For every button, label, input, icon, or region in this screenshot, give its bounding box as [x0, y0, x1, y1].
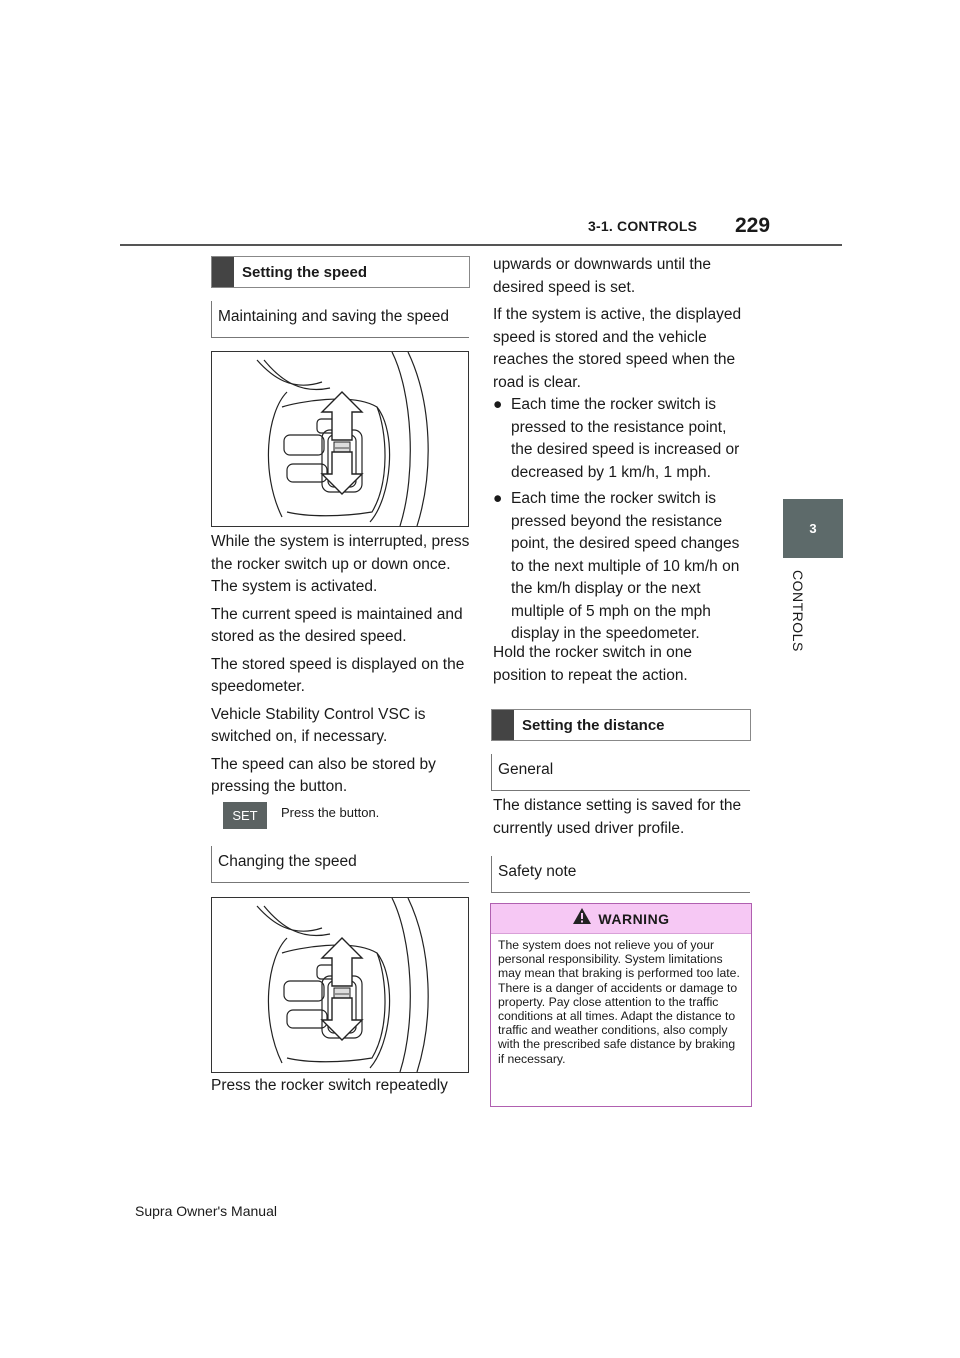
footer-manual-title: Supra Owner's Manual — [135, 1203, 277, 1219]
heading-text: Setting the speed — [242, 263, 368, 281]
body-text-repeat — [211, 1075, 473, 1103]
warning-triangle-icon — [572, 907, 592, 930]
subheading-maintaining — [211, 301, 469, 338]
subheading-text: Maintaining and saving the speed — [218, 308, 449, 325]
header-divider — [120, 244, 842, 246]
paragraph: Press the rocker switch repeatedly — [211, 1077, 448, 1094]
set-button-caption: Press the button. — [281, 805, 380, 820]
subheading-text: Changing the speed — [218, 853, 357, 870]
paragraph: Hold the rocker switch in one position to repeat the action. — [493, 644, 693, 684]
section-title: 3-1. CONTROLS — [588, 218, 698, 234]
paragraph: While the system is interrupted, press the rocker switch up or down once. The system is activated. — [211, 533, 470, 595]
subheading-changing — [211, 846, 469, 883]
paragraph: upwards or downwards until the desired speed is set. — [493, 256, 711, 296]
paragraph: If the system is active, the displayed speed is stored and the vehicle reaches the stored speed when the road is clear. — [493, 306, 742, 391]
subheading-text: Safety note — [498, 863, 577, 880]
body-text-distance — [493, 795, 749, 845]
section-heading-setting-distance — [491, 709, 751, 741]
set-button-label: SET — [232, 808, 258, 823]
steering-wheel-illustration-2 — [211, 897, 469, 1073]
paragraph: Vehicle Stability Control VSC is switched on, if necessary. — [211, 705, 426, 745]
chapter-label — [780, 570, 840, 660]
set-button-icon — [223, 802, 267, 829]
warning-box — [490, 903, 752, 1107]
subheading-text: General — [498, 761, 554, 778]
body-text-activation — [211, 531, 473, 804]
chapter-tab — [783, 499, 843, 558]
chapter-label-text: CONTROLS — [790, 570, 806, 652]
subheading-general — [491, 754, 750, 791]
heading-bar — [212, 257, 234, 287]
steering-wheel-illustration — [211, 351, 469, 527]
bullet-text: Each time the rocker switch is pressed to the resistance point, the desired speed is increased or decreased by 1 km/h, 1 mph. — [511, 396, 740, 481]
bullet-icon: ● — [493, 490, 503, 507]
warning-title: WARNING — [598, 910, 670, 927]
paragraph: The current speed is maintained and stored as the desired speed. — [211, 605, 463, 645]
paragraph: The distance setting is saved for the currently used driver profile. — [493, 797, 742, 837]
heading-text: Setting the distance — [522, 716, 665, 734]
bullet-item — [493, 394, 749, 484]
section-heading-setting-speed — [211, 256, 470, 288]
chapter-number: 3 — [809, 521, 817, 536]
heading-bar — [492, 710, 514, 740]
bullet-text: Each time the rocker switch is pressed beyond the resistance point, the desired speed changes to the next multiple of 10 km/h on the km/h display or the next multiple of 5 mph on the mph display in the speedometer. — [511, 490, 740, 642]
page-number: 229 — [735, 214, 771, 237]
subheading-safety — [491, 856, 750, 893]
warning-text: The system does not relieve you of your personal responsibility. System limitations may mean that braking is performed too late. There is a danger of accidents or damage to property. Pay close attention to the traffic conditions at all times. Adapt the distance to traffic and weather conditions, also comply with the prescribed safe distance by braking if necessary. — [498, 938, 740, 1066]
bullet-list — [493, 394, 749, 650]
body-text-continued — [493, 254, 749, 399]
paragraph: The speed can also be stored by pressing the button. — [211, 755, 436, 795]
paragraph: The stored speed is displayed on the speedometer. — [211, 655, 465, 695]
body-text-hold — [493, 642, 749, 692]
warning-header — [491, 904, 751, 934]
bullet-item — [493, 488, 749, 646]
bullet-icon: ● — [493, 396, 503, 413]
